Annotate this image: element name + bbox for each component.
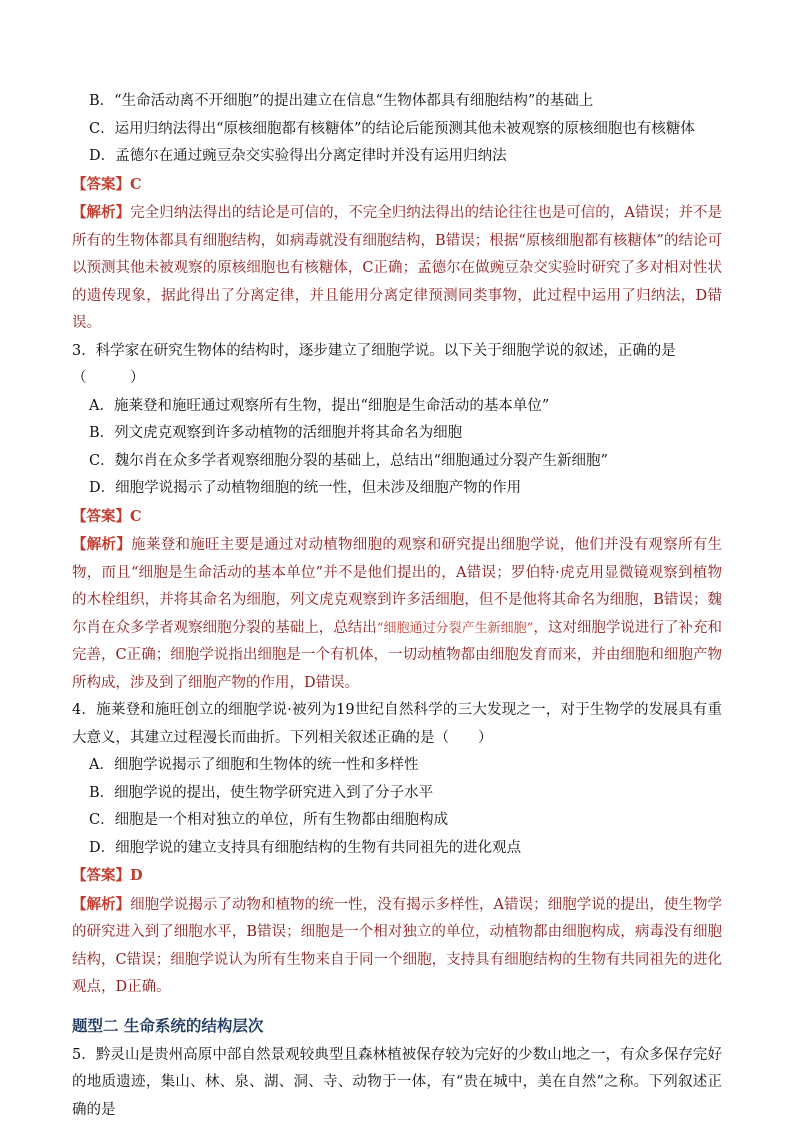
- q4-option-b[interactable]: B．细胞学说的提出，使生物学研究进入到了分子水平: [72, 780, 722, 808]
- explanation-label: 【解析】: [72, 896, 130, 913]
- q2-answer: [72, 171, 722, 200]
- section-heading: 题型二 生命系统的结构层次: [72, 1010, 722, 1042]
- document-page: [72, 88, 722, 1124]
- explanation-quote: “细胞通过分裂产生新细胞”: [377, 621, 533, 636]
- answer-value: C: [130, 176, 142, 193]
- q2-option-c[interactable]: C．运用归纳法得出“原核细胞都有核糖体”的结论后能预测其他未被观察的原核细胞也有核糖体: [72, 116, 722, 144]
- q3-explanation: [72, 531, 722, 697]
- q4-explanation: [72, 891, 722, 1002]
- q3-blank: （ ）: [72, 365, 722, 393]
- q3-option-a[interactable]: A．施莱登和施旺通过观察所有生物，提出“细胞是生命活动的基本单位”: [72, 393, 722, 421]
- q3-option-c[interactable]: C．魏尔肖在众多学者观察细胞分裂的基础上，总结出“细胞通过分裂产生新细胞”: [72, 448, 722, 476]
- explanation-label: 【解析】: [72, 204, 130, 221]
- explanation-text-part2: ，这对细胞学说进行了补充和完善，C正确；细胞学说指出细胞是一个有机体，一切动植物都由细胞发育而来，并由细胞和细胞产物所构成，涉及到了细胞产物的作用，D错误。: [72, 620, 722, 691]
- q3-option-b[interactable]: B．列文虎克观察到许多动植物的活细胞并将其命名为细胞: [72, 420, 722, 448]
- q3-option-d[interactable]: D．细胞学说揭示了动植物细胞的统一性，但未涉及细胞产物的作用: [72, 475, 722, 503]
- answer-label: 【答案】: [72, 508, 130, 525]
- answer-value: D: [130, 867, 143, 884]
- q4-stem: 4．施莱登和施旺创立的细胞学说·被列为19世纪自然科学的三大发现之一，对于生物学的发展具有重大意义，其建立过程漫长而曲折。下列相关叙述正确的是（ ）: [72, 697, 722, 752]
- answer-label: 【答案】: [72, 867, 130, 884]
- q2-option-b[interactable]: B．“生命活动离不开细胞”的提出建立在信息“生物体都具有细胞结构”的基础上: [72, 88, 722, 116]
- answer-label: 【答案】: [72, 176, 130, 193]
- explanation-label: 【解析】: [72, 536, 131, 553]
- q4-option-a[interactable]: A．细胞学说揭示了细胞和生物体的统一性和多样性: [72, 752, 722, 780]
- explanation-text-part1: 施莱登和施旺主要是通过对动植物细胞的观察和研究提出细胞学说，他们并没有观察所有生物，而且“细胞是生命活动的基本单位”并不是他们提出的，A错误；罗伯特·虎克用显微镜观察到植物的木栓组织，并将其命名为细胞，列文虎克观察到许多活细胞，但不是他将其命名为细胞，B错误；魏尔肖在众多学者观察细胞分裂的基础上，总结出: [72, 537, 722, 636]
- q3-stem: 3．科学家在研究生物体的结构时，逐步建立了细胞学说。以下关于细胞学说的叙述，正确的是: [72, 338, 722, 366]
- q3-answer: [72, 503, 722, 532]
- q4-option-c[interactable]: C．细胞是一个相对独立的单位，所有生物都由细胞构成: [72, 807, 722, 835]
- q4-option-d[interactable]: D．细胞学说的建立支持具有细胞结构的生物有共同祖先的进化观点: [72, 835, 722, 863]
- q5-stem: 5．黔灵山是贵州高原中部自然景观较典型且森林植被保存较为完好的少数山地之一，有众多保存完好的地质遗迹，集山、林、泉、湖、洞、寺、动物于一体，有“贵在城中，美在自然”之称。下列叙述正确的是: [72, 1042, 722, 1124]
- explanation-text: 细胞学说揭示了动物和植物的统一性，没有揭示多样性，A错误；细胞学说的提出，使生物学的研究进入到了细胞水平，B错误；细胞是一个相对独立的单位，动植物都由细胞构成，病毒没有细胞结构，C错误；细胞学说认为所有生物来自于同一个细胞，支持具有细胞结构的生物有共同祖先的进化观点，D正确。: [72, 897, 722, 996]
- q2-option-d[interactable]: D．孟德尔在通过豌豆杂交实验得出分离定律时并没有运用归纳法: [72, 143, 722, 171]
- answer-value: C: [130, 508, 142, 525]
- q4-answer: [72, 862, 722, 891]
- q2-explanation: [72, 199, 722, 338]
- explanation-text: 完全归纳法得出的结论是可信的，不完全归纳法得出的结论往往也是可信的，A错误；并不是所有的生物体都具有细胞结构，如病毒就没有细胞结构，B错误；根据“原核细胞都有核糖体”的结论可以预测其他未被观察的原核细胞也有核糖体，C正确；孟德尔在做豌豆杂交实验时研究了多对相对性状的遗传现象，据此得出了分离定律，并且能用分离定律预测同类事物，此过程中运用了归纳法，D错误。: [72, 205, 722, 331]
